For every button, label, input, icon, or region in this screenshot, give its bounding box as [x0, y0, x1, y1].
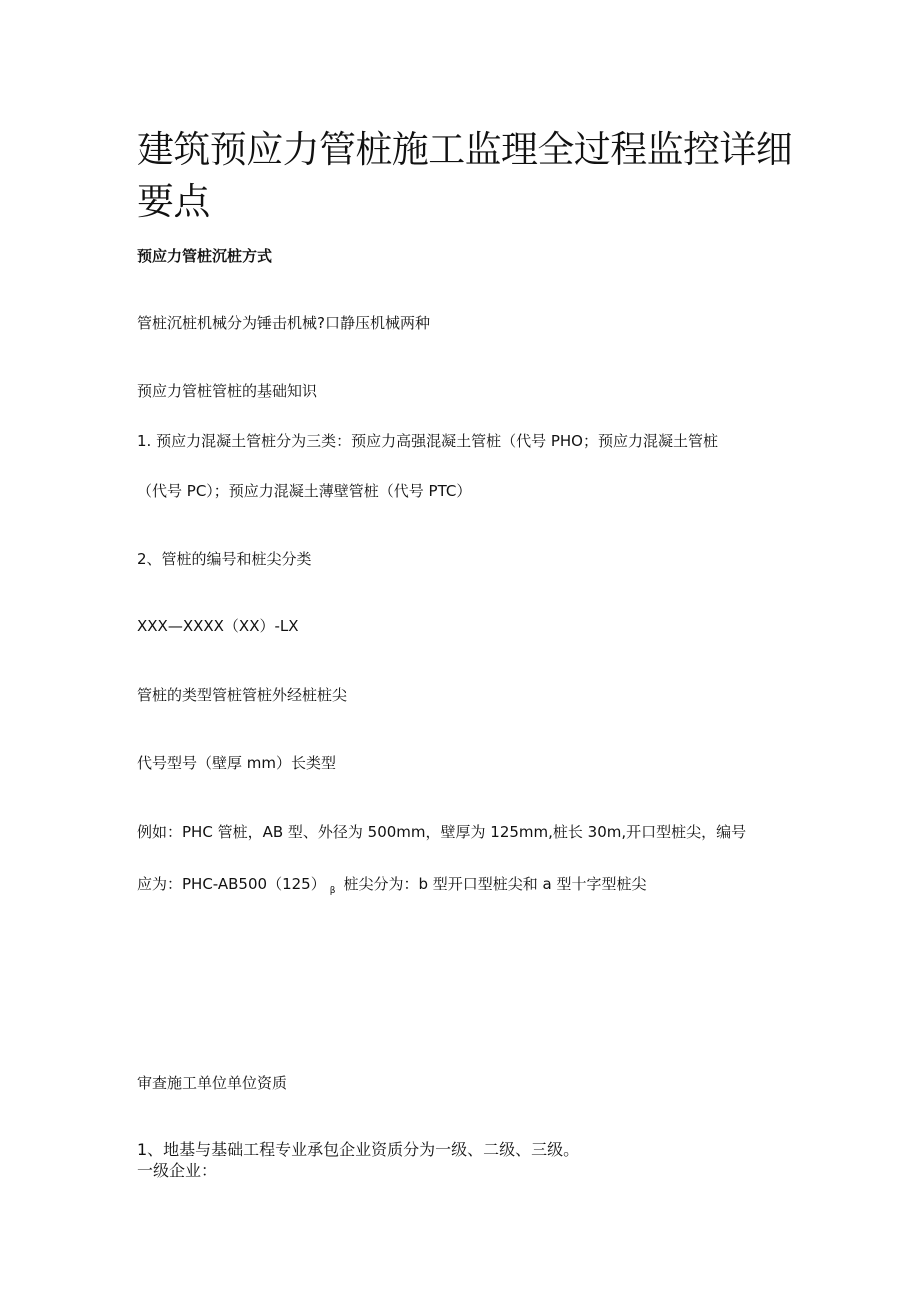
paragraph-numbering: 2、管桩的编号和桩尖分类	[137, 550, 312, 568]
paragraph-code-legend-1: 管桩的类型管桩管桩外经桩桩尖	[137, 686, 348, 704]
paragraph-qualification-review: 审查施工单位单位资质	[137, 1074, 288, 1092]
paragraph-basic-knowledge: 预应力管桩管桩的基础知识	[137, 382, 318, 400]
section-heading: 预应力管桩沉桩方式	[137, 247, 273, 265]
paragraph-example-line1: 例如：PHC 管桩，AB 型、外径为 500mm，壁厚为 125mm,桩长 30m,开口型桩尖，编号	[137, 823, 747, 841]
paragraph-first-level: 一级企业：	[137, 1161, 218, 1180]
paragraph-code-format: XXX—XXXX（XX）-LX	[137, 617, 299, 635]
paragraph-code-legend-2: 代号型号（壁厚 mm）长类型	[137, 754, 336, 772]
paragraph-pile-types-line2: （代号 PC）；预应力混凝土薄壁管桩（代号 PTC）	[137, 482, 472, 500]
pile-tip-types: 桩尖分为：b 型开口型桩尖和 a 型十字型桩尖	[343, 875, 647, 893]
paragraph-example-line2	[137, 874, 646, 901]
paragraph-pile-machinery: 管桩沉桩机械分为锤击机械?口静压机械两种	[137, 314, 430, 332]
example-code: 应为：PHC-AB500（125）	[137, 875, 326, 893]
paragraph-pile-types-line1: 1. 预应力混凝土管桩分为三类：预应力高强混凝土管桩（代号 PHO；预应力混凝土管桩	[137, 432, 718, 450]
paragraph-qualification-levels: 1、地基与基础工程专业承包企业资质分为一级、二级、三级。	[137, 1140, 580, 1159]
example-subscript: β	[329, 886, 336, 896]
document-title: 建筑预应力管桩施工监理全过程监控详细要点	[137, 128, 793, 223]
